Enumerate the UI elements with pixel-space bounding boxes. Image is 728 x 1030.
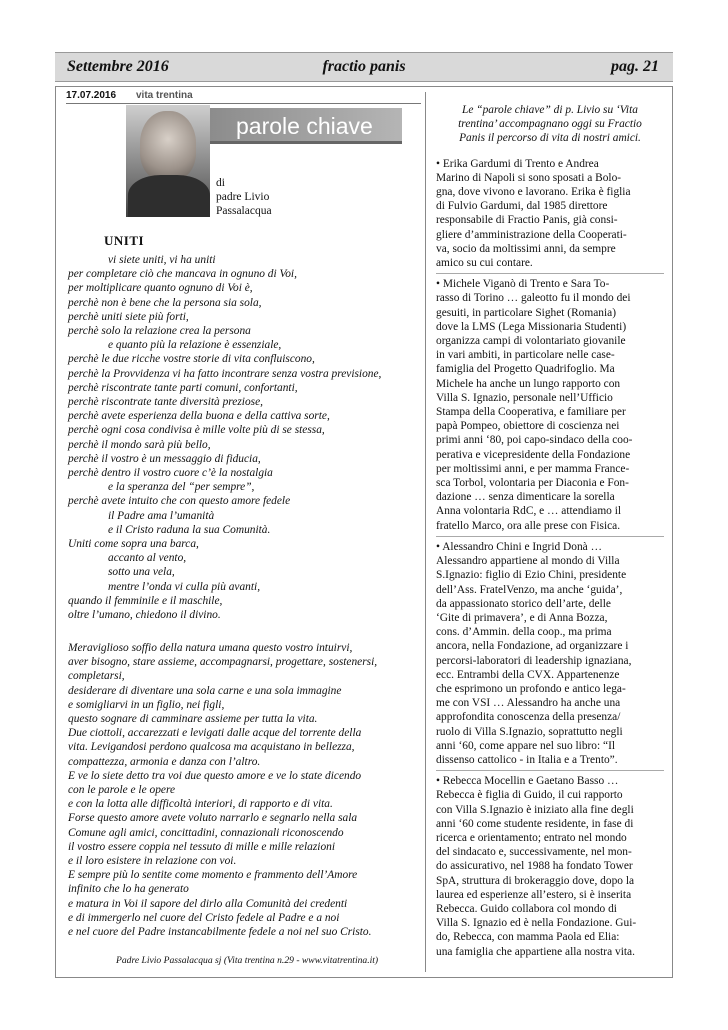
prose-line: Due ciottoli, accarezzati e levigati dalle acque del torrente della [68, 727, 362, 740]
prose-line: e nel cuore del Padre instancabilmente fedele a noi nel suo Cristo. [68, 926, 372, 939]
prose-line: e il loro esistere in relazione con voi. [68, 855, 237, 868]
entry-line: Villa S. Ignazio, personale nell’Ufficio [436, 391, 613, 404]
photo-head-shape [140, 111, 196, 181]
entry-line: di Fulvio Gardumi, dal 1985 direttore [436, 200, 608, 213]
entry-line: ecc. Entrambi della CVX. Appartenenze [436, 668, 620, 681]
entry-line: organizza campi di volontariato giovanile [436, 335, 626, 348]
prose-line: e di immergerlo nel cuore del Cristo fedele al Padre e a noi [68, 911, 340, 924]
section-title-band [210, 108, 402, 144]
poem-line: sotto una vela, [108, 566, 175, 579]
poem-line: perchè le due ricche vostre storie di vita confluiscono, [68, 353, 315, 366]
entry-line: approfondita conoscenza della presenza/ [436, 711, 621, 724]
byline-line: Passalacqua [216, 205, 272, 217]
prose-line: aver bisogno, stare assieme, accompagnarsi, progettare, sostenersi, [68, 656, 378, 669]
entry-line: dissenso cattolico - in Italia e a Trento”. [436, 753, 618, 766]
prose-line: desiderare di diventare una sola carne e una sola immagine [68, 684, 342, 697]
entry-line: del sindacato e, successivamente, nel mon- [436, 846, 632, 859]
clipping-rule [66, 103, 421, 104]
entry-line: gesuiti, in particolare Sighet (Romania) [436, 306, 616, 319]
poem-line: perchè riscontrate tante parti comuni, confortanti, [68, 381, 298, 394]
signature: Padre Livio Passalacqua sj (Vita trentina n.29 - www.vitatrentina.it) [116, 955, 379, 966]
intro-text [436, 103, 664, 146]
entry-line: una famiglia che appartiene alla nostra vita. [436, 945, 635, 958]
poem-line: vi siete uniti, vi ha uniti [108, 254, 216, 266]
entry-item [436, 273, 664, 533]
entry-line: • Alessandro Chini e Ingrid Donà … [436, 540, 602, 553]
page-header [55, 52, 673, 82]
intro-line: Le “parole chiave” di p. Livio su ‘Vita [462, 104, 638, 116]
prose-body [68, 641, 420, 939]
prose-line: E ve lo siete detto tra voi due questo amore e ve lo state dicendo [68, 769, 362, 782]
prose-line: infinito che lo ha generato [68, 883, 189, 896]
prose-line: completarsi, [68, 670, 125, 683]
header-page-number: pag. 21 [611, 58, 659, 75]
intro-line: trentina’ accompagnano oggi su Fractio [458, 118, 642, 131]
prose-line: e somigliarvi in un figlio, nei figli, [68, 698, 225, 711]
poem-line: per completare ciò che mancava in ognuno di Voi, [68, 268, 297, 281]
poem-line: perchè uniti siete più forti, [68, 310, 189, 323]
entry-line: cons. d’Ammin. della coop., ma prima [436, 626, 612, 639]
entry-line: con Villa S.Ignazio è iniziato alla fine degli [436, 803, 634, 816]
poem-line: oltre l’umano, chiedono il divino. [68, 609, 221, 622]
entry-line: Marino di Napoli si sono sposati a Bolo- [436, 171, 622, 184]
entry-line: me con VSI … Alessandro ha anche una [436, 697, 621, 710]
entry-line: rasso di Torino … galeotto fu il mondo dei [436, 292, 631, 305]
entry-line: Alessandro appartiene al mondo di Villa [436, 555, 620, 568]
clipping-header [66, 90, 421, 104]
entry-item [436, 536, 664, 767]
byline-line: padre Livio [216, 191, 270, 203]
entry-line: va, socio da moltissimi anni, da sempre [436, 242, 616, 255]
poem-line: e il Cristo raduna la sua Comunità. [108, 523, 271, 536]
poem-line: perchè non è bene che la persona sia sola, [68, 296, 262, 309]
poem-line: perchè il mondo sarà più bello, [68, 438, 211, 451]
entry-line: amico su cui contare. [436, 257, 533, 270]
entry-line: gliere d’amministrazione della Cooperati- [436, 228, 627, 241]
column-divider [425, 92, 426, 972]
prose-line: il vostro essere coppia nel tessuto di mille e mille relazioni [68, 840, 336, 853]
photo-body-shape [128, 175, 210, 217]
poem-line: e la speranza del “per sempre”, [108, 481, 255, 494]
entry-line: ancora, nella Fondazione, ad organizzare i [436, 640, 629, 653]
entry-line: laurea ed esperienze all’estero, si è inserita [436, 888, 632, 901]
entry-line: Villa S. Ignazio ed è nella Fondazione. Gui- [436, 917, 637, 930]
entry-line: Anna volontaria RdC, e … attendiamo il [436, 505, 622, 518]
entry-line: Stampa della Cooperativa, e familiare per [436, 406, 626, 419]
author-photo [126, 105, 210, 217]
entry-line: Rebecca è figlia di Guido, il cui rapporto [436, 789, 623, 802]
entry-line: • Rebecca Mocellin e Gaetano Basso … [436, 775, 619, 788]
entry-line: Michele ha anche un lungo rapporto con [436, 377, 621, 390]
poem-line: quando il femminile e il maschile, [68, 594, 223, 607]
prose-line: compattezza, armonia e danza con l’altro. [68, 755, 261, 768]
byline [216, 176, 272, 218]
section-title: parole chiave [236, 113, 373, 139]
prose-line: E sempre più lo sentite come momento e frammento dell’Amore [68, 869, 358, 882]
entry-line: SpA, struttura di brokeraggio dove, dopo la [436, 874, 635, 887]
poem-body [68, 253, 424, 622]
prose-line: e con la lotta alle difficoltà interiori, di rapporto e di vita. [68, 798, 333, 811]
clipping-magazine: vita trentina [136, 90, 193, 101]
entry-line: Rebecca. Guido collabora col mondo di [436, 902, 617, 915]
entry-line: do, Rebecca, con mamma Paola ed Elia: [436, 931, 620, 944]
header-date: Settembre 2016 [67, 58, 169, 75]
poem-line: per moltiplicare quanto ognuno di Voi è, [68, 282, 253, 295]
entry-line: dell’Ass. FratelVenzo, ma anche ‘guida’, [436, 583, 623, 596]
entry-line: • Michele Viganò di Trento e Sara To- [436, 278, 610, 291]
entry-line: perativa e vicepresidente della Fondazione [436, 448, 631, 461]
entry-item [436, 770, 664, 959]
poem-line: mentre l’onda vi culla più avanti, [108, 580, 261, 593]
entry-line: da appassionato storico dell’arte, delle [436, 597, 611, 610]
entry-line: per moltissimi anni, e per mamma France- [436, 462, 630, 475]
prose-line: e matura in Voi il sapore del dirlo alla Comunità dei credenti [68, 897, 348, 910]
prose-line: vita. Levigandosi perdono qualcosa ma acquistano in bellezza, [68, 741, 355, 754]
poem-line: perchè avete intuito che con questo amore fedele [68, 495, 291, 508]
poem-line: perchè il vostro è un messaggio di fiducia, [68, 452, 261, 465]
prose-line: con le parole e le opere [68, 784, 176, 797]
poem-line: perchè avete esperienza della buona e della cattiva sorte, [68, 410, 330, 423]
entries-list [436, 154, 664, 959]
byline-line: di [216, 177, 225, 189]
entry-line: anni ‘60, come appare nel suo libro: “Il [436, 739, 616, 752]
entry-line: dazione … senza dimenticare la sorella [436, 491, 615, 504]
right-column [436, 103, 664, 962]
entry-line: ruolo di Villa S.Ignazio, soprattutto negli [436, 725, 623, 738]
entry-line: che esprimono un profondo e antico lega- [436, 682, 626, 695]
poem-line: perchè la Provvidenza vi ha fatto incontrare senza vostra previsione, [68, 367, 382, 380]
entry-line: S.Ignazio: figlio di Ezio Chini, presidente [436, 569, 627, 582]
poem-line: perchè dentro il vostro cuore c’è la nostalgia [68, 467, 273, 480]
prose-line: Meraviglioso soffio della natura umana questo vostro intuirvi, [68, 642, 353, 654]
entry-line: ricerca e orientamento; entrato nel mondo [436, 831, 627, 844]
entry-line: dove la LMS (Lega Missionaria Studenti) [436, 320, 627, 333]
entry-line: anni ‘60 come studente residente, in fase di [436, 817, 634, 830]
poem-title: UNITI [104, 233, 145, 248]
entry-line: papà Pompeo, obiettore di coscienza nei [436, 420, 620, 433]
entry-line: responsabile di Fractio Panis, già consi- [436, 214, 618, 227]
intro-line: Panis il percorso di vita di nostri amici. [459, 132, 641, 145]
entry-line: percorsi-laboratori di leadership ignaziana, [436, 654, 632, 667]
entry-line: • Erika Gardumi di Trento e Andrea [436, 157, 599, 170]
prose-line: Comune agli amici, concittadini, connazionali riconoscendo [68, 826, 344, 839]
poem-line: Uniti come sopra una barca, [68, 538, 199, 551]
header-publication: fractio panis [322, 58, 406, 75]
entry-line: fratello Marco, ora alle prese con Fisica. [436, 519, 621, 532]
clipping-date: 17.07.2016 [66, 90, 117, 101]
entry-line: famiglia del Progetto Quadrifoglio. Ma [436, 363, 615, 376]
entry-line: gna, dove vivono e lavorano. Erika è figlia [436, 186, 631, 199]
poem-line: perchè ogni cosa condivisa è mille volte più di se stessa, [68, 424, 325, 437]
poem-line: e quanto più la relazione è essenziale, [108, 339, 282, 352]
poem-line: il Padre ama l’umanità [108, 509, 215, 522]
entry-item [436, 154, 664, 271]
entry-line: in vari ambiti, in particolare nelle case- [436, 349, 615, 362]
poem-line: accanto al vento, [108, 552, 187, 565]
poem-line: perchè solo la relazione crea la persona [68, 325, 251, 338]
prose-line: questo sognare di camminare assieme per tutta la vita. [68, 713, 318, 726]
entry-line: do assicurativo, nel 1988 ha fondato Tower [436, 860, 633, 873]
entry-line: sca Torbol, volontaria per Diaconia e Fon- [436, 477, 629, 490]
prose-line: Forse questo amore avete voluto narrarlo e segnarlo nella sala [68, 812, 358, 825]
entry-line: ‘Gite di primavera’, e di Anna Bozza, [436, 611, 608, 624]
entry-line: primi anni ‘80, poi capo-sindaco della coo- [436, 434, 633, 447]
poem-line: perchè riscontrate tante diversità preziose, [68, 396, 263, 409]
